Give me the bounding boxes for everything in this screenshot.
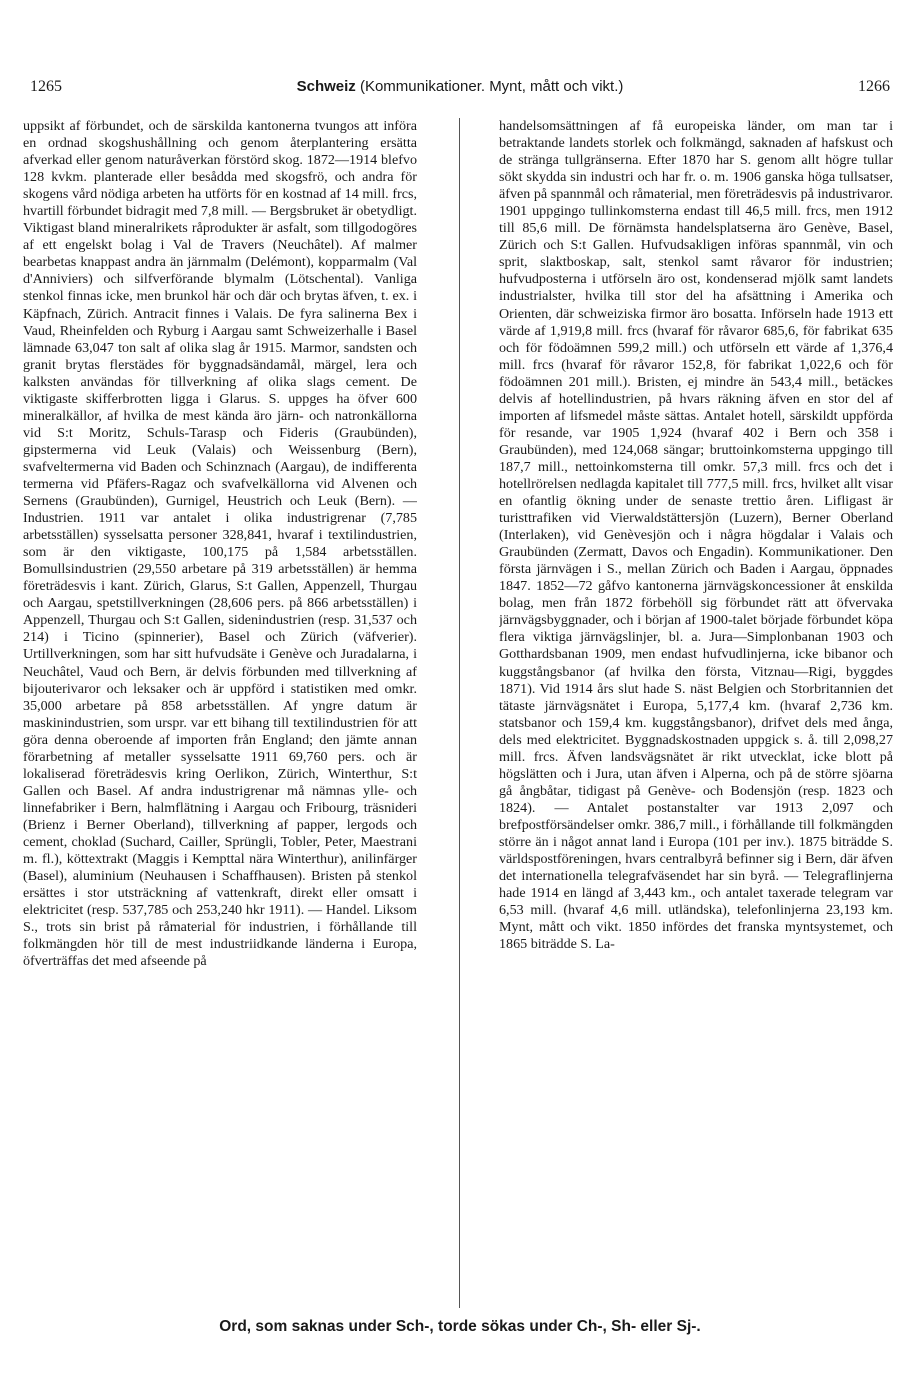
running-title-main: Schweiz [296,78,356,95]
page-number-right: 1266 [858,78,890,95]
text-column-left [23,118,417,1306]
column-left-text: uppsikt af förbundet, och de särskilda kantonerna tvungos att införa en ordnad skogshushållning och genom återplantering ersätta afverkad eller genom naturåverkan förstörd skog. 1872—1914 blefvo 128 kvkm. planterade eller besådda med skogsfrö, och andra för skogens vård nödiga arbeten ha utförts för en kostnad af 14 mill. frcs, hvartill förbundet bidragit med 7,8 mill. — Bergsbruket är obetydligt. Viktigast bland mineralrikets råprodukter är asfalt, som tillgodogöres af ett engelskt bolag i Val de Travers (Neuchâtel). Af malmer bearbetas knappast andra än järnmalm (Delémont), kopparmalm (Val d'Anniviers) och silfverförande blymalm (Lötschental). Vanliga stenkol finnas icke, men brunkol här och där och brytas äfven, t. ex. i Käpfnach, Zürich. Antracit finnes i Valais. De fyra salinerna Bex i Vaud, Rheinfelden och Ryburg i Aargau samt Schweizerhalle i Basel lämnade 63,047 ton salt af olika slag år 1915. Marmor, sandsten och granit brytas flerstädes för byggnadsändamål, märgel, lera och kalksten användas för tillverkning af olika slags cement. De viktigaste skifferbrotten ligga i Glarus. S. uppges ha öfver 600 mineralkällor, af hvilka de mest kända äro järn- och natronkällorna vid S:t Moritz, Schuls-Tarasp och Fideris (Graubünden), gipstermerna vid Leuk (Valais) och Weissenburg (Bern), svafveltermerna vid Baden och Schinznach (Aargau), de indifferenta termerna vid Pfäfers-Ragaz och svafvelkällorna vid Alvenen och Sernens (Graubünden), Gurnigel, Heustrich och Leuk (Bern). — Industrien. 1911 var antalet i olika industrigrenar (7,785 arbetsställen) sysselsatta personer 328,841, hvaraf i textilindustrien, som är den viktigaste, 100,175 på 1,584 arbetsställen. Bomullsindustrien (29,550 arbetare på 319 arbetsställen) är hemma företrädesvis i kant. Zürich, Glarus, S:t Gallen, Appenzell, Thurgau och Aargau, spetstillverkningen (28,606 pers. på 866 arbetsställen) i Appenzell, Thurgau och S:t Gallen, sidenindustrien (resp. 31,537 och 214) i Ticino (spinnerier), Basel och Zürich (väfverier). Urtillverkningen, som har sitt hufvudsäte i Genève och Juradalarna, i Neuchâtel, Vaud och Bern, är delvis förbunden med tillverkning af bijouterivaror och leksaker och är uppförd i statistiken med omkr. 35,000 arbetare på 858 arbetsställen. Af yngre datum är maskinindustrien, som urspr. var ett bihang till textilindustrien för att göra denna oberoende af importen från England; den jämte annan förarbetning af metaller sysselsatte 1911 69,760 pers. och är lokaliserad företrädesvis kring Oerlikon, Zürich, Winterthur, S:t Gallen och Basel. Af andra industrigrenar må nämnas ylle- och linnefabriker i Bern, halmflätning i Aargau och Fribourg, träsniderі (Brienz i Berner Oberland), tillverkning af papper, lergods och cement, choklad (Suchard, Cailler, Sprüngli, Tobler, Peter, Maestrani m. fl.), köttextrakt (Maggis i Kempttal nära Winterthur), anilinfärger (Basel), aluminium (Neuhausen i Schaffhausen). Bristen på stenkol ersättes i stor utsträckning af vattenkraft, direkt eller omsatt i elektricitet (resp. 537,785 och 253,240 hkr 1911). — Handel. Liksom S., trots sin brist på råmaterial för industrien, i förhållande till folkmängden hör till de mest industriidkande länderna i Europa, öfverträffas det med afseende på [23,118,417,970]
running-header [30,78,890,102]
text-column-right [499,118,893,1306]
column-divider [459,118,460,1308]
running-title-sub: (Kommunikationer. Mynt, mått och vikt.) [359,78,624,95]
running-title [30,78,890,95]
footer-note: Ord, som saknas under Sch-, torde sökas under Ch-, Sh- eller Sj-. [219,1318,701,1335]
page-number-left: 1265 [30,78,62,95]
column-right-text: handelsomsättningen af få europeiska länder, om man tar i betraktande landets storlek och folkmängd, saknaden af hafskust och de stränga tullgränserna. Efter 1870 har S. genom allt högre tullar sökt skydda sin industri och har fr. o. m. 1906 ganska höga tullsatser, äfven på spannmål och råmaterial, men företrädesvis på industrivaror. 1901 uppgingo tullinkomsterna endast till 46,5 mill. frcs, men 1912 till 85,6 mill. De förnämsta handelsplatserna äro Genève, Basel, Zürich och S:t Gallen. Hufvudsakligen införas spannmål, vin och sprit, slaktboskap, salt, stenkol samt råvaror för industrien; hufvudposterna i utförseln äro ost, kondenserad mjölk samt landets industrialster, hvilka till stor del ha afsättning i Amerika och Orienten, där schweiziska firmor äro bosatta. Införseln hade 1913 ett värde af 1,919,8 mill. frcs (hvaraf för råvaror 685,6, för fabrikat 635 och för födoämnen 599,2 mill.) och utförseln ett värde af 1,376,4 mill. frcs (hvaraf för råvaror 152,8, för fabrikat 1,022,6 och för födoämnen 201 mill.). Bristen, ej mindre än 543,4 mill., betäckes delvis af hotellindustrien, på hvars räkning äfven en stor del af importen af lifsmedel måste sättas. Antalet hotell, särskildt uppförda för resande, var 1905 1,924 (hvaraf 402 i Bern och 358 i Graubünden), med 124,068 sängar; bruttoinkomsterna uppgingo till 187,7 mill., nettoinkomsterna till omkr. 57,3 mill. frcs och det i hotellrörelsen nedlagda kapitalet till 777,5 mill. frcs, hvilket allt visar en ofantlig ökning under de senaste trettio åren. Lifligast är turisttrafiken vid Vierwaldstättersjön (Luzern), Berner Oberland (Interlaken), vid Genèvesjön och i några högdalar i Valais och Graubünden (Zermatt, Davos och Engadin). Kommunikationer. Den första järnvägen i S., mellan Zürich och Baden i Aargau, öppnades 1847. 1852—72 gåfvo kantonerna järnvägskoncessioner åt enskilda bolag, men från 1872 förbehöll sig förbundet rätt att öfvervaka järnvägsbyggnader, och i början af 1900-talet började förbundet köpa flera viktiga järnvägslinjer, bl. a. Jura—Simplonbanan 1903 och Gotthardsbanan 1909, men endast hufvudlinjerna, icke bibanor och kuggstångsbanor (af hvilka den första, Vitznau—Rigi, byggdes 1871). Vid 1914 års slut hade S. näst Belgien och Storbritannien det tätaste järnvägsnätet i Europa, 5,177,4 km. (hvaraf 2,736 km. statsbanor och 159,4 km. kuggstångsbanor), drifvet dels med ånga, dels med elektricitet. Byggnadskostnaden uppgick s. å. till 2,098,27 mill. frcs. Äfven landsvägsnätet är rikt utvecklat, icke blott på högslätten och i Jura, utan äfven i Alperna, och på de större sjöarna gå ångbåtar, tidigast på Genève- och Bodensjön (resp. 1823 och 1824). — Antalet postanstalter var 1913 2,097 och brefpostförsändelser omkr. 386,7 mill., i förhållande till folkmängden större än i något annat land i Europa (101 per inv.). 1875 biträdde S. världspostföreningen, hvars centralbyrå befinner sig i Bern, där äfven det internationella telegrafväsendet har sin byrå. — Telegraflinjerna hade 1914 en längd af 3,443 km., och antalet taxerade telegram var 6,53 mill. (hvaraf 4,6 mill. utländska), telefonlinjerna 23,193 km. Mynt, mått och vikt. 1850 infördes det franska myntsystemet, och 1865 biträdde S. La- [499,118,893,953]
